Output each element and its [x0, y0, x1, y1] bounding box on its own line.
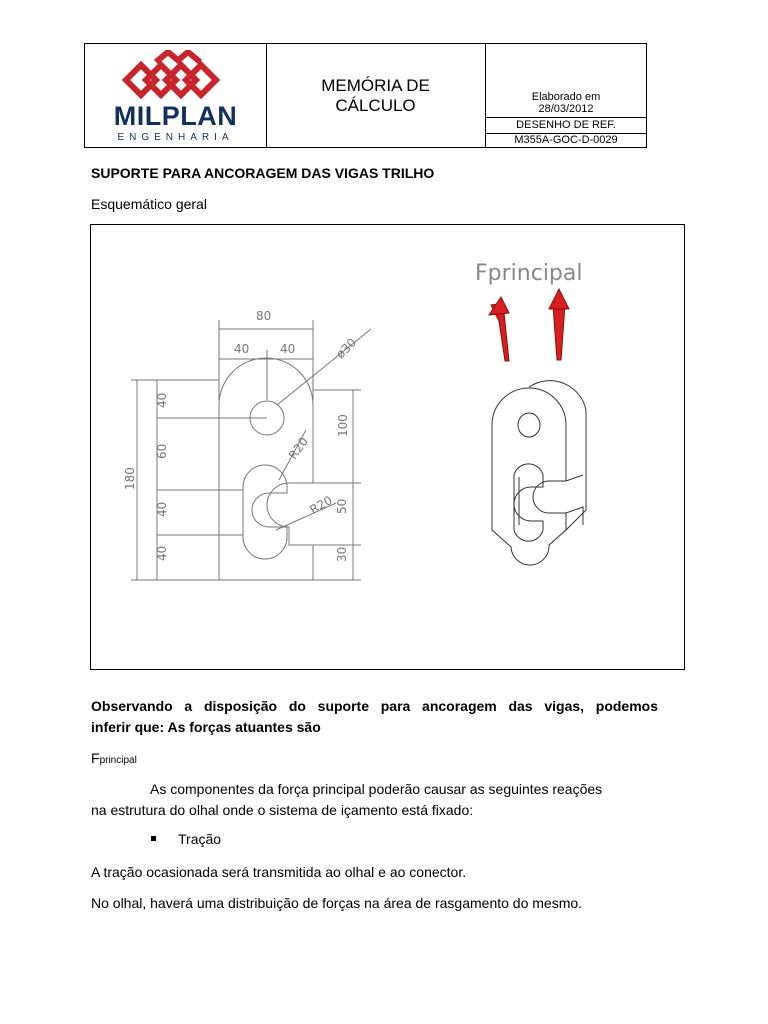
doc-title-line2: CÁLCULO: [335, 95, 416, 115]
drawing-ref-label: DESENHO DE REF.: [486, 118, 646, 134]
subtitle: Esquemático geral: [91, 196, 207, 212]
drawing-ref: M355A-GOC-D-0029: [514, 134, 618, 146]
force-label: Fprincipal: [475, 261, 583, 286]
bullet-text: Tração: [178, 831, 222, 847]
dim-half-left: 40: [234, 342, 250, 356]
dim-right-mid: 50: [335, 498, 349, 514]
milplan-logo-icon: [121, 50, 231, 100]
dim-radius-lower: R20: [307, 492, 335, 517]
dim-right-lower: 30: [335, 546, 349, 562]
dim-seg4: 40: [155, 545, 169, 561]
observation-line1: Observando a disposição do suporte para ancoragem das vigas, podemos: [91, 698, 658, 714]
force-symbol-subscript: principal: [99, 755, 137, 766]
prepared-cell: [486, 44, 646, 118]
dim-seg2: 60: [155, 443, 169, 459]
part-3d-slot: [514, 464, 543, 541]
brand-name: MILPLAN: [113, 101, 238, 131]
schematic-figure: [90, 224, 685, 670]
document-header: [84, 43, 647, 148]
components-line1: As componentes da força principal poderão causar as seguintes reações: [150, 781, 603, 797]
doc-title-cell: [266, 44, 486, 147]
force-arrow-right: [553, 305, 565, 360]
dim-half-right: 40: [280, 342, 296, 356]
logo-cell: [85, 44, 267, 147]
section-title: SUPORTE PARA ANCORAGEM DAS VIGAS TRILHO: [91, 165, 435, 181]
doc-title: [321, 76, 430, 116]
eye-text: No olhal, haverá uma distribuição de forças na área de rasgamento do mesmo.: [91, 895, 583, 911]
observation-line2: inferir que: As forças atuantes são: [91, 719, 321, 735]
part-3d-hole: [518, 413, 540, 437]
slot-outline: [243, 465, 287, 559]
bullet-list-item: [151, 831, 221, 847]
prepared-date: 28/03/2012: [538, 103, 594, 115]
force-arrow-right-head: [549, 289, 569, 309]
dim-seg1: 40: [155, 392, 169, 408]
part-3d-front: [492, 388, 566, 565]
dim-diameter: ø30: [333, 335, 360, 362]
dim-radius-upper: R20: [285, 434, 311, 462]
dim-total-width: 80: [256, 309, 272, 323]
brand-subtitle: ENGENHARIA: [117, 132, 234, 143]
doc-title-line1: MEMÓRIA DE: [321, 75, 430, 95]
dim-right-upper: 100: [336, 414, 350, 437]
dim-seg3: 40: [155, 501, 169, 517]
part-outline: [219, 358, 313, 580]
components-line2: na estrutura do olhal onde o sistema de içamento está fixado:: [91, 802, 474, 818]
bullet-square-icon: [151, 836, 156, 841]
force-symbol: [91, 750, 137, 766]
force-symbol-letter: F: [91, 750, 100, 766]
traction-text: A tração ocasionada será transmitida ao olhal e ao conector.: [91, 864, 467, 880]
info-cell: [486, 44, 646, 147]
schematic-drawing: [91, 225, 684, 669]
dim-total-height: 180: [123, 467, 137, 490]
prepared-label: Elaborado em: [531, 91, 601, 103]
